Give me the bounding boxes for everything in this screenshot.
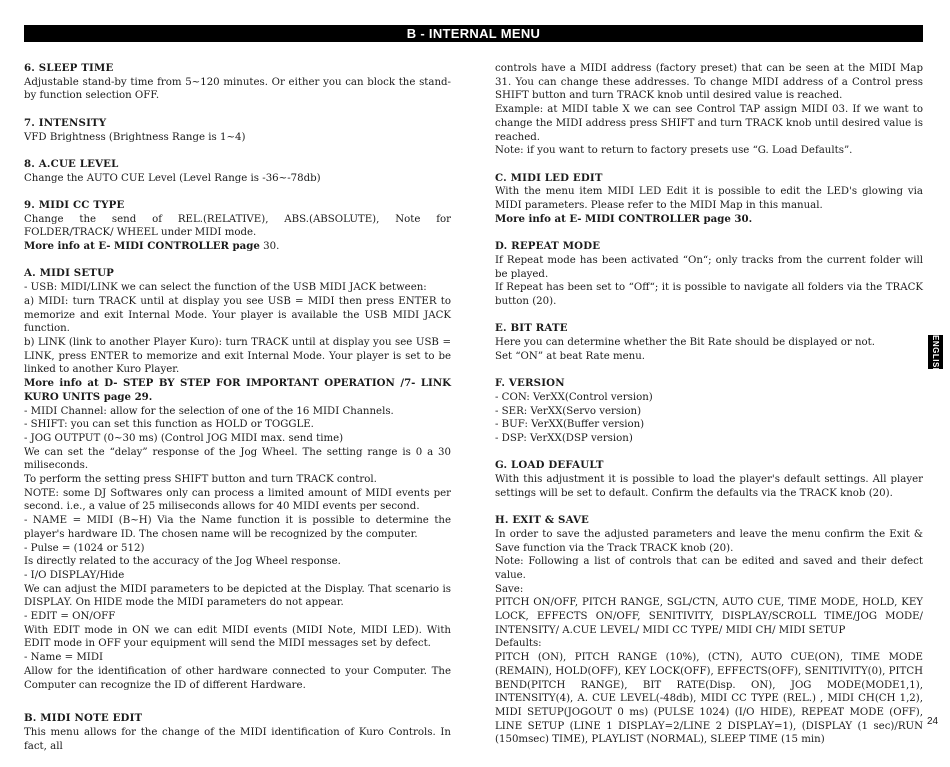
- paragraph: Allow for the identification of other hardware connected to your Computer. The Computer can recognize the ID of different Hardware.: [24, 665, 451, 691]
- paragraph: NOTE: some DJ Softwares only can process a limited amount of MIDI events per second. i.e., a value of 25 miliseconds allows for 40 MIDI events per second.: [24, 487, 451, 513]
- section-title: H. EXIT & SAVE: [495, 514, 590, 527]
- paragraph: We can adjust the MIDI parameters to be depicted at the Display. That scenario is DISPLAY. On HIDE mode the MIDI parameters do not appear.: [24, 583, 451, 609]
- paragraph: PITCH (ON), PITCH RANGE (10%), (CTN), AUTO CUE(ON), TIME MODE (REMAIN), HOLD(OFF), KEY LOCK(OFF), EFFECTS(OFF), SENITIVITY(0), PITCH BEND(PITCH RANGE), BIT RATE(Disp. ON), JOG MODE(MODE1,1), INTENSITY(4), A. CUE LEVEL(-48db), MIDI CC TYPE (REL.) , MIDI CH(CH 1,2), MIDI SETUP(JOGOUT 0 ms) (PULSE 1024) (I/O HIDE), REPEAT MODE (OFF), LINE SETUP (LINE 1 DISPLAY=2/LINE 2 DISPLAY=1), (DISPLAY (1 sec)/RUN (150msec) TIME), PLAYLIST (NORMAL), SLEEP TIME (15 min): [495, 652, 923, 746]
- paragraph: Is directly related to the accuracy of the Jog Wheel response.: [24, 556, 341, 568]
- paragraph: Adjustable stand-by time from 5~120 minutes. Or either you can block the stand-by function selection OFF.: [24, 76, 451, 102]
- section-title: C. MIDI LED EDIT: [495, 171, 603, 184]
- page-header: B - INTERNAL MENU: [24, 25, 923, 42]
- paragraph: - SER: VerXX(Servo version): [495, 405, 642, 417]
- paragraph: Change the send of REL.(RELATIVE), ABS.(ABSOLUTE), Note for FOLDER/TRACK/ WHEEL under MIDI mode.: [24, 213, 451, 239]
- section-cue-level: [24, 158, 451, 185]
- more-info-page: 30.: [259, 241, 280, 253]
- section-title: F. VERSION: [495, 377, 565, 390]
- paragraph: In order to save the adjusted parameters and leave the menu confirm the Exit & Save function via the Track TRACK knob (20).: [495, 528, 923, 554]
- section-title: 7. INTENSITY: [24, 116, 107, 129]
- section-midi-note-edit-continued: [495, 62, 923, 158]
- paragraph: We can set the “delay” response of the Jog Wheel. The setting range is 0 a 30 miliseconds.: [24, 446, 451, 472]
- paragraph: PITCH ON/OFF, PITCH RANGE, SGL/CTN, AUTO CUE, TIME MODE, HOLD, KEY LOCK, EFFECTS ON/OFF, SENITIVITY, DISPLAY/SCROLL TIME/JOG MODE/ INTENSITY/ A.CUE LEVEL/ MIDI CC TYPE/ MIDI CH/ MIDI SETUP: [495, 597, 923, 636]
- more-info-label: More info at E- MIDI CONTROLLER page: [24, 240, 260, 253]
- right-column: [495, 62, 923, 761]
- section-title: G. LOAD DEFAULT: [495, 459, 604, 472]
- paragraph: - Name = MIDI: [24, 652, 104, 664]
- section-title: E. BIT RATE: [495, 322, 568, 335]
- section-title: A. MIDI SETUP: [24, 267, 115, 280]
- paragraph: - Pulse = (1024 or 512): [24, 542, 145, 554]
- paragraph: Note: Following a list of controls that can be edited and saved and their defect value.: [495, 556, 923, 581]
- more-info-line: More info at D- STEP BY STEP FOR IMPORTANT OPERATION /7- LINK KURO UNITS page 29.: [24, 377, 451, 403]
- page-number: 24: [927, 716, 939, 727]
- section-repeat-mode: [495, 240, 923, 309]
- section-sleep-time: [24, 62, 451, 103]
- paragraph: With the menu item MIDI LED Edit it is possible to edit the LED's glowing via MIDI parameters. Please refer to the MIDI Map in this manual.: [495, 186, 923, 212]
- section-title: B. MIDI NOTE EDIT: [24, 712, 143, 725]
- section-version: [495, 377, 923, 446]
- paragraph: - EDIT = ON/OFF: [24, 611, 116, 623]
- paragraph: If Repeat has been set to “Off“; it is possible to navigate all folders via the TRACK button (20).: [495, 282, 923, 307]
- paragraph: - SHIFT: you can set this function as HOLD or TOGGLE.: [24, 419, 314, 431]
- section-title: 8. A.CUE LEVEL: [24, 157, 119, 170]
- paragraph: VFD Brightness (Brightness Range is 1~4): [24, 131, 246, 143]
- more-info-line: [24, 240, 451, 254]
- paragraph: Here you can determine whether the Bit Rate should be displayed or not.: [495, 337, 876, 349]
- paragraph: Note: if you want to return to factory presets use “G. Load Defaults”.: [495, 145, 853, 157]
- paragraph: b) LINK (link to another Player Kuro): turn TRACK until at display you see USB = LINK, press ENTER to memorize and exit Internal Mode. Your player is set to be linked to another Kuro Player.: [24, 337, 451, 376]
- section-title: 9. MIDI CC TYPE: [24, 198, 125, 211]
- paragraph: - CON: VerXX(Control version): [495, 391, 653, 403]
- left-column: [24, 62, 451, 767]
- section-midi-note-edit: [24, 712, 451, 753]
- paragraph: Set “ON” at beat Rate menu.: [495, 350, 646, 362]
- paragraph: - JOG OUTPUT (0~30 ms) (Control JOG MIDI max. send time): [24, 432, 344, 444]
- section-load-default: [495, 459, 923, 500]
- paragraph: To perform the setting press SHIFT button and turn TRACK control.: [24, 474, 377, 486]
- section-title: D. REPEAT MODE: [495, 240, 601, 253]
- paragraph: With EDIT mode in ON we can edit MIDI events (MIDI Note, MIDI LED). With EDIT mode in OFF your equipment will send the MIDI messages set by defect.: [24, 624, 451, 650]
- paragraph: - DSP: VerXX(DSP version): [495, 432, 633, 444]
- section-title: 6. SLEEP TIME: [24, 62, 114, 74]
- paragraph: Change the AUTO CUE Level (Level Range is -36~-78db): [24, 172, 321, 184]
- section-midi-setup: [24, 267, 451, 692]
- language-tab: ENGLISH: [928, 335, 943, 369]
- paragraph: If Repeat mode has been activated “On“; only tracks from the current folder will be played.: [495, 254, 923, 280]
- paragraph: Example: at MIDI table X we can see Control TAP assign MIDI 03. If we want to change the MIDI address press SHIFT and turn TRACK knob until desired value is reached.: [495, 104, 923, 143]
- paragraph: With this adjustment it is possible to load the player's default settings. All player settings will be set to default. Confirm the defaults via the TRACK knob (20).: [495, 474, 923, 499]
- section-midi-cc-type: [24, 199, 451, 254]
- more-info-line: More info at E- MIDI CONTROLLER page 30.: [495, 212, 753, 225]
- paragraph: - USB: MIDI/LINK we can select the function of the USB MIDI JACK between:: [24, 282, 427, 294]
- section-intensity: [24, 117, 451, 144]
- paragraph: Defaults:: [495, 638, 542, 650]
- section-exit-save: [495, 514, 923, 747]
- paragraph: This menu allows for the change of the MIDI identification of Kuro Controls. In fact, all: [24, 726, 451, 752]
- paragraph: controls have a MIDI address (factory preset) that can be seen at the MIDI Map 31. You can change these addresses. To change MIDI address of a Control press SHIFT button and turn TRACK knob until desired value is reached.: [495, 63, 923, 102]
- paragraph: - I/O DISPLAY/Hide: [24, 569, 125, 581]
- paragraph: - MIDI Channel: allow for the selection of one of the 16 MIDI Channels.: [24, 405, 394, 417]
- paragraph: a) MIDI: turn TRACK until at display you see USB = MIDI then press ENTER to memorize and exit Internal Mode. Your player is available the USB MIDI JACK function.: [24, 295, 451, 335]
- paragraph: - BUF: VerXX(Buffer version): [495, 419, 645, 431]
- paragraph: - NAME = MIDI (B~H) Via the Name function it is possible to determine the player's hardware ID. The chosen name will be recognized by the computer.: [24, 515, 451, 540]
- paragraph: Save:: [495, 583, 524, 595]
- section-bit-rate: [495, 322, 923, 363]
- section-midi-led-edit: [495, 172, 923, 227]
